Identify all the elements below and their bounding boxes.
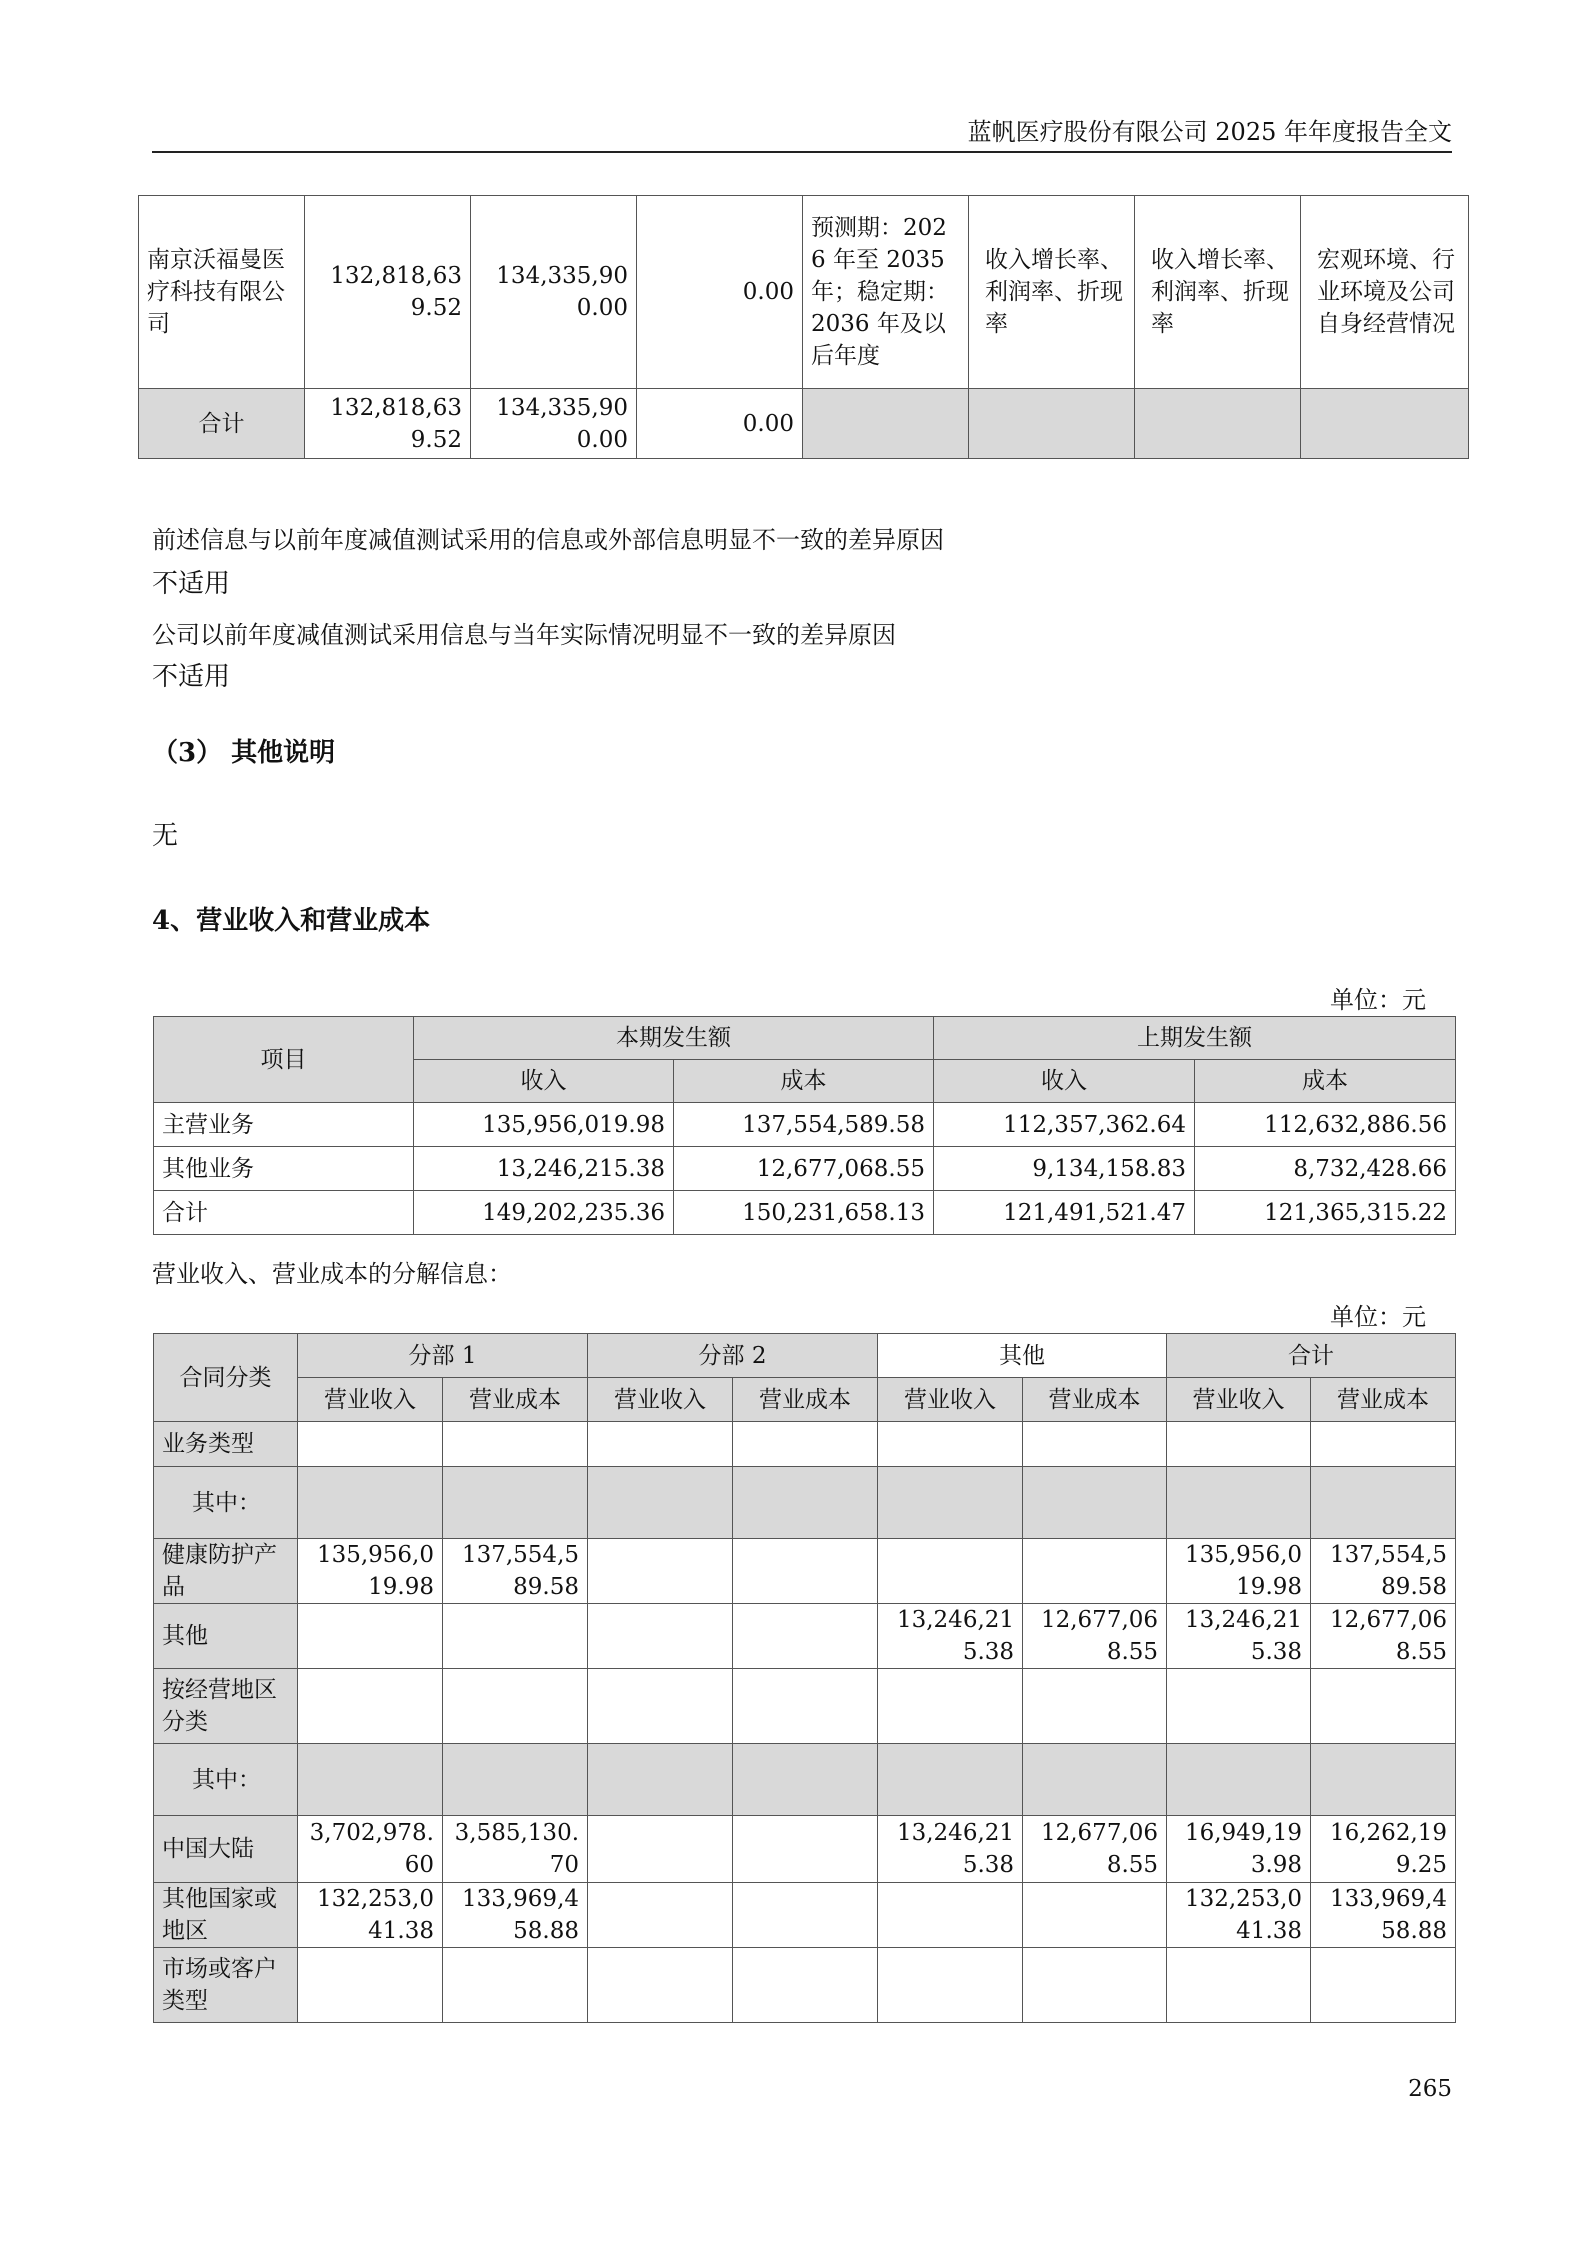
- value-cell: 13,246,215.38: [878, 1816, 1023, 1883]
- value-cell: [1023, 1744, 1167, 1816]
- value-cell: [1167, 1744, 1311, 1816]
- value-cell: 132,253,041.38: [298, 1883, 443, 1948]
- value-cell: 3,585,130.70: [443, 1816, 588, 1883]
- value-cell: [1311, 1669, 1456, 1744]
- value-cell: 132,818,639.52: [305, 196, 471, 389]
- value-cell: 135,956,019.98: [298, 1539, 443, 1604]
- value-cell: [1311, 1744, 1456, 1816]
- value-cell: 3,702,978.60: [298, 1816, 443, 1883]
- value-cell: [443, 1744, 588, 1816]
- table-row-total: [139, 389, 1469, 459]
- row-label: 业务类型: [154, 1422, 298, 1467]
- value-cell: [733, 1422, 878, 1467]
- row-label: 健康防护产品: [154, 1539, 298, 1604]
- value-cell: 0.00: [637, 196, 803, 389]
- unit-label: 单位：元: [1330, 986, 1426, 1014]
- note-answer-2: 不适用: [152, 662, 231, 692]
- value-cell: 12,677,068.55: [1023, 1604, 1167, 1669]
- row-label: 中国大陆: [154, 1816, 298, 1883]
- table-row: [154, 1539, 1456, 1604]
- section-3-body: 无: [152, 821, 179, 851]
- value-cell: [588, 1816, 733, 1883]
- value-cell: 13,246,215.38: [1167, 1604, 1311, 1669]
- row-label: 合计: [154, 1191, 414, 1235]
- header-rule: [152, 151, 1452, 153]
- value-cell: 0.00: [637, 389, 803, 459]
- value-cell: 132,818,639.52: [305, 389, 471, 459]
- value-cell: 12,677,068.55: [1311, 1604, 1456, 1669]
- header-item: 项目: [154, 1017, 414, 1103]
- value-cell: [1023, 1883, 1167, 1948]
- empty-cell: [1135, 389, 1301, 459]
- value-cell: 112,632,886.56: [1195, 1103, 1456, 1147]
- table-row: [154, 1467, 1456, 1539]
- value-cell: 135,956,019.98: [1167, 1539, 1311, 1604]
- unit-label: 单位：元: [1330, 1303, 1426, 1331]
- header-revenue: 营业收入: [588, 1378, 733, 1422]
- table-header-row: [154, 1017, 1456, 1060]
- revenue-cost-table: [153, 1016, 1456, 1235]
- impairment-test-table: [138, 195, 1469, 459]
- value-cell: 121,491,521.47: [934, 1191, 1195, 1235]
- header-contract-class: 合同分类: [154, 1334, 298, 1422]
- value-cell: 134,335,900.00: [471, 196, 637, 389]
- value-cell: 133,969,458.88: [443, 1883, 588, 1948]
- value-cell: [588, 1744, 733, 1816]
- value-cell: 137,554,589.58: [443, 1539, 588, 1604]
- value-cell: [733, 1883, 878, 1948]
- row-label: 主营业务: [154, 1103, 414, 1147]
- value-cell: 13,246,215.38: [878, 1604, 1023, 1669]
- report-header-title: 蓝帆医疗股份有限公司 2025 年年度报告全文: [967, 118, 1452, 146]
- company-name-cell: 南京沃福曼医疗科技有限公司: [139, 196, 305, 389]
- value-cell: [588, 1948, 733, 2023]
- value-cell: 13,246,215.38: [414, 1147, 674, 1191]
- revenue-breakdown-table: [153, 1333, 1456, 2023]
- breakdown-caption: 营业收入、营业成本的分解信息：: [152, 1260, 512, 1288]
- header-cost: 营业成本: [443, 1378, 588, 1422]
- value-cell: [733, 1816, 878, 1883]
- value-cell: 9,134,158.83: [934, 1147, 1195, 1191]
- key-parameters-cell: 收入增长率、利润率、折现率: [969, 196, 1135, 389]
- table-subheader-row: [154, 1378, 1456, 1422]
- value-cell: [1311, 1948, 1456, 2023]
- value-cell: [588, 1669, 733, 1744]
- value-cell: [878, 1422, 1023, 1467]
- value-cell: 134,335,900.00: [471, 389, 637, 459]
- key-parameters-cell: 收入增长率、利润率、折现率: [1135, 196, 1301, 389]
- header-revenue: 营业收入: [1167, 1378, 1311, 1422]
- value-cell: [878, 1669, 1023, 1744]
- row-label: 其他国家或地区: [154, 1883, 298, 1948]
- value-cell: [298, 1422, 443, 1467]
- table-row: [139, 196, 1469, 389]
- table-row: [154, 1744, 1456, 1816]
- header-total: 合计: [1167, 1334, 1456, 1378]
- value-cell: [1023, 1422, 1167, 1467]
- value-cell: 132,253,041.38: [1167, 1883, 1311, 1948]
- value-cell: [443, 1948, 588, 2023]
- value-cell: [1023, 1467, 1167, 1539]
- section-4-title: 4、营业收入和营业成本: [152, 906, 431, 936]
- table-row: [154, 1103, 1456, 1147]
- basis-cell: 宏观环境、行业环境及公司自身经营情况: [1301, 196, 1469, 389]
- value-cell: 137,554,589.58: [674, 1103, 934, 1147]
- value-cell: [588, 1539, 733, 1604]
- value-cell: [733, 1744, 878, 1816]
- header-cost: 营业成本: [733, 1378, 878, 1422]
- breakdown-table-body: [154, 1422, 1456, 2023]
- empty-cell: [969, 389, 1135, 459]
- value-cell: [1311, 1467, 1456, 1539]
- value-cell: [298, 1467, 443, 1539]
- table-row: [154, 1604, 1456, 1669]
- value-cell: [588, 1467, 733, 1539]
- header-revenue: 营业收入: [878, 1378, 1023, 1422]
- value-cell: [588, 1604, 733, 1669]
- header-segment-1: 分部 1: [298, 1334, 588, 1378]
- value-cell: [733, 1539, 878, 1604]
- forecast-period-cell: 预测期：2026 年至 2035 年；稳定期：2036 年及以后年度: [803, 196, 969, 389]
- row-label: 其他业务: [154, 1147, 414, 1191]
- value-cell: 149,202,235.36: [414, 1191, 674, 1235]
- table-row: [154, 1883, 1456, 1948]
- row-label: 其他: [154, 1604, 298, 1669]
- value-cell: [878, 1744, 1023, 1816]
- value-cell: [733, 1669, 878, 1744]
- header-revenue: 营业收入: [298, 1378, 443, 1422]
- table-row: [154, 1948, 1456, 2023]
- value-cell: [1023, 1948, 1167, 2023]
- table-header-row: [154, 1334, 1456, 1378]
- value-cell: [298, 1604, 443, 1669]
- value-cell: 16,262,199.25: [1311, 1816, 1456, 1883]
- header-income: 收入: [414, 1060, 674, 1103]
- value-cell: [1167, 1422, 1311, 1467]
- value-cell: [443, 1604, 588, 1669]
- row-label: 按经营地区分类: [154, 1669, 298, 1744]
- header-cost: 成本: [674, 1060, 934, 1103]
- row-label: 其中：: [154, 1467, 298, 1539]
- header-cost: 成本: [1195, 1060, 1456, 1103]
- value-cell: [878, 1467, 1023, 1539]
- table-row: [154, 1147, 1456, 1191]
- value-cell: 133,969,458.88: [1311, 1883, 1456, 1948]
- table-row-total: [154, 1191, 1456, 1235]
- value-cell: [443, 1467, 588, 1539]
- note-question-1: 前述信息与以前年度减值测试采用的信息或外部信息明显不一致的差异原因: [152, 526, 944, 554]
- table-row: [154, 1816, 1456, 1883]
- empty-cell: [1301, 389, 1469, 459]
- section-3-title: （3） 其他说明: [152, 738, 336, 768]
- table-row: [154, 1422, 1456, 1467]
- header-income: 收入: [934, 1060, 1195, 1103]
- value-cell: [298, 1669, 443, 1744]
- value-cell: 12,677,068.55: [674, 1147, 934, 1191]
- value-cell: [878, 1539, 1023, 1604]
- total-label: 合计: [139, 389, 305, 459]
- value-cell: [588, 1422, 733, 1467]
- value-cell: 137,554,589.58: [1311, 1539, 1456, 1604]
- value-cell: [733, 1948, 878, 2023]
- value-cell: [588, 1883, 733, 1948]
- note-question-2: 公司以前年度减值测试采用信息与当年实际情况明显不一致的差异原因: [152, 621, 896, 649]
- row-label: 市场或客户类型: [154, 1948, 298, 2023]
- value-cell: 112,357,362.64: [934, 1103, 1195, 1147]
- note-answer-1: 不适用: [152, 569, 231, 599]
- value-cell: [878, 1948, 1023, 2023]
- value-cell: 8,732,428.66: [1195, 1147, 1456, 1191]
- value-cell: [1311, 1422, 1456, 1467]
- header-other: 其他: [878, 1334, 1167, 1378]
- row-label: 其中：: [154, 1744, 298, 1816]
- header-segment-2: 分部 2: [588, 1334, 878, 1378]
- header-cost: 营业成本: [1311, 1378, 1456, 1422]
- value-cell: [1167, 1948, 1311, 2023]
- value-cell: [1167, 1467, 1311, 1539]
- table-row: [154, 1669, 1456, 1744]
- value-cell: [1023, 1669, 1167, 1744]
- value-cell: [733, 1604, 878, 1669]
- value-cell: [1167, 1669, 1311, 1744]
- value-cell: [443, 1422, 588, 1467]
- value-cell: [878, 1883, 1023, 1948]
- value-cell: 135,956,019.98: [414, 1103, 674, 1147]
- value-cell: [443, 1669, 588, 1744]
- page-number: 265: [1408, 2076, 1452, 2102]
- value-cell: [733, 1467, 878, 1539]
- value-cell: [298, 1948, 443, 2023]
- value-cell: 121,365,315.22: [1195, 1191, 1456, 1235]
- header-current-period: 本期发生额: [414, 1017, 934, 1060]
- value-cell: 12,677,068.55: [1023, 1816, 1167, 1883]
- value-cell: 150,231,658.13: [674, 1191, 934, 1235]
- value-cell: 16,949,193.98: [1167, 1816, 1311, 1883]
- empty-cell: [803, 389, 969, 459]
- header-prior-period: 上期发生额: [934, 1017, 1456, 1060]
- header-cost: 营业成本: [1023, 1378, 1167, 1422]
- value-cell: [1023, 1539, 1167, 1604]
- value-cell: [298, 1744, 443, 1816]
